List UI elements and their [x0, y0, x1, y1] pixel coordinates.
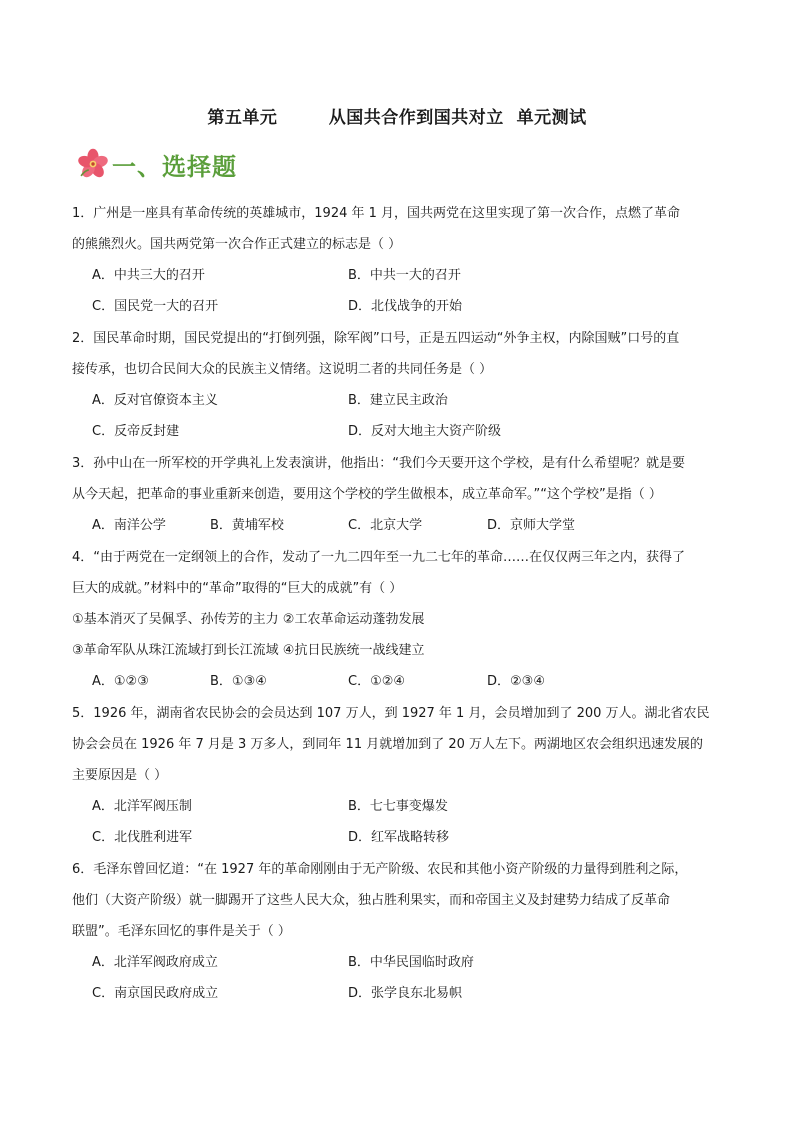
question-text: 他们（大资产阶级）就一脚踢开了这些人民大众，独占胜利果实，而和帝国主义及封建势力结成了反革命: [72, 893, 671, 908]
option-d: D．反对大地主大资产阶级: [348, 424, 502, 439]
option-a: A．南洋公学: [92, 518, 166, 533]
question-2: [72, 323, 724, 385]
page-title: 第五单元 从国共合作到国共对立 单元测试: [207, 108, 587, 128]
question-6: [72, 854, 724, 947]
option-d: D．北伐战争的开始: [348, 299, 463, 314]
option-b: B．中共一大的召开: [348, 268, 461, 283]
question-1: [72, 198, 724, 260]
option-c: C．北京大学: [348, 518, 423, 533]
statement-line: ①基本消灭了吴佩孚、孙传芳的主力 ②工农革命运动蓬勃发展: [72, 612, 425, 627]
question-text: 从今天起，把革命的事业重新来创造，要用这个学校的学生做根本，成立革命军。”“这个学校”是指（ ）: [72, 487, 662, 502]
option-b: B．建立民主政治: [348, 393, 448, 408]
question-text: 5．1926 年，湖南省农民协会的会员达到 107 万人，到 1927 年 1 月，会员增加到了 200 万人。湖北省农民: [72, 706, 710, 721]
option-c: C．①②④: [348, 674, 406, 689]
option-d: D．红军战略转移: [348, 830, 450, 845]
question-text: 4．“由于两党在一定纲领上的合作，发动了一九二四年至一九二七年的革命……在仅仅两三年之内，获得了: [72, 550, 686, 565]
option-c: C．国民党一大的召开: [92, 299, 219, 314]
question-text: 1．广州是一座具有革命传统的英雄城市，1924 年 1 月，国共两党在这里实现了第一次合作，点燃了革命: [72, 206, 681, 221]
option-b: B．中华民国临时政府: [348, 955, 474, 970]
option-b: B．黄埔军校: [210, 518, 284, 533]
question-text: 巨大的成就。”材料中的“革命”取得的“巨大的成就”有（ ）: [72, 581, 403, 596]
question-text: 的熊熊烈火。国共两党第一次合作正式建立的标志是（ ）: [72, 237, 402, 252]
question-3: [72, 448, 724, 510]
option-a: A．反对官僚资本主义: [92, 393, 218, 408]
question-text: 2．国民革命时期，国民党提出的“打倒列强，除军阀”口号，正是五四运动“外争主权，内除国贼”口号的直: [72, 331, 680, 346]
option-d: D．张学良东北易帜: [348, 986, 463, 1001]
question-text: 主要原因是（ ）: [72, 768, 168, 783]
option-c: C．反帝反封建: [92, 424, 180, 439]
option-c: C．南京国民政府成立: [92, 986, 219, 1001]
section-heading: [76, 144, 237, 184]
option-b: B．七七事变爆发: [348, 799, 448, 814]
question-text: 6．毛泽东曾回忆道：“在 1927 年的革命刚刚由于无产阶级、农民和其他小资产阶级的力量得到胜利之际，: [72, 862, 688, 877]
flower-icon: [76, 147, 110, 181]
option-c: C．北伐胜利进军: [92, 830, 193, 845]
statement-line: ③革命军队从珠江流域打到长江流域 ④抗日民族统一战线建立: [72, 643, 425, 658]
question-text: 协会会员在 1926 年 7 月是 3 万多人，到同年 11 月就增加到了 20 万人左下。两湖地区农会组织迅速发展的: [72, 737, 704, 752]
option-d: D．京师大学堂: [487, 518, 576, 533]
question-4: [72, 542, 724, 604]
question-5: [72, 698, 724, 791]
option-a: A．北洋军阀政府成立: [92, 955, 218, 970]
option-d: D．②③④: [487, 674, 545, 689]
option-a: A．中共三大的召开: [92, 268, 205, 283]
option-a: A．①②③: [92, 674, 149, 689]
question-text: 接传承，也切合民间大众的民族主义情绪。这说明二者的共同任务是（ ）: [72, 362, 493, 377]
section-title: 一、选择题: [112, 152, 237, 181]
option-b: B．①③④: [210, 674, 267, 689]
option-a: A．北洋军阀压制: [92, 799, 192, 814]
question-text: 3．孙中山在一所军校的开学典礼上发表演讲，他指出：“我们今天要开这个学校，是有什么希望呢？就是要: [72, 456, 686, 471]
question-text: 联盟”。毛泽东回忆的事件是关于（ ）: [72, 924, 291, 939]
